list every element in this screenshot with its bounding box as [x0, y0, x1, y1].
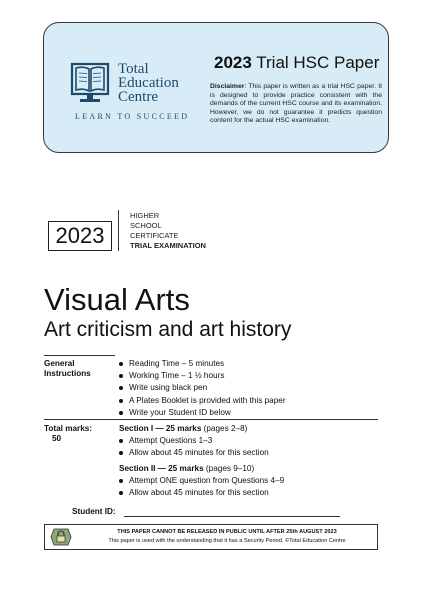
list-item: Reading Time – 5 minutes: [117, 358, 286, 370]
list-item: Write your Student ID below: [117, 407, 286, 419]
total-marks-label: Total marks:: [44, 424, 93, 433]
list-item: Working Time – 1 ½ hours: [117, 370, 286, 382]
total-marks-value: 50: [52, 434, 62, 443]
exam-year-box: 2023: [48, 221, 112, 251]
student-id-label: Student ID:: [72, 507, 116, 516]
section-2-list: [117, 475, 284, 499]
section-rule: [44, 419, 378, 420]
list-item: A Plates Booklet is provided with this paper: [117, 395, 286, 407]
list-item: Allow about 45 minutes for this section: [117, 447, 269, 459]
disclaimer-label: Disclaimer: [210, 83, 245, 90]
logo-text-line: Total: [118, 61, 149, 77]
security-footer: [44, 524, 378, 550]
certificate-line: CERTIFICATE: [130, 231, 179, 240]
certificate-divider: [118, 210, 119, 251]
subject-subtitle: Art criticism and art history: [44, 318, 292, 341]
paper-year: 2023: [214, 53, 252, 72]
security-lock-icon: [50, 527, 72, 547]
logo-tagline: LEARN TO SUCCEED: [75, 112, 190, 121]
list-item: Allow about 45 minutes for this section: [117, 487, 284, 499]
general-instructions-label: General Instructions: [44, 359, 91, 378]
general-instructions-list: [117, 358, 286, 419]
section-2-heading: Section II — 25 marks (pages 9–10): [119, 464, 255, 473]
book-monitor-logo-icon: [70, 58, 110, 106]
student-id-field[interactable]: [124, 516, 340, 517]
footer-release-notice: THIS PAPER CANNOT BE RELEASED IN PUBLIC UNTIL AFTER 25th AUGUST 2023: [117, 529, 337, 535]
certificate-line: TRIAL EXAMINATION: [130, 241, 206, 250]
footer-security-notice: This paper is used with the understanding that it has a Security Period. ©Total Education Centre: [108, 538, 346, 544]
list-item: Attempt Questions 1–3: [117, 435, 269, 447]
subject-title: Visual Arts: [44, 282, 190, 317]
logo-text-line: Centre: [118, 89, 158, 105]
logo-text-line: Education: [118, 75, 179, 91]
certificate-line: SCHOOL: [130, 221, 162, 230]
section-1-heading: Section I — 25 marks (pages 2–8): [119, 424, 248, 433]
section-rule: [44, 355, 115, 356]
paper-title: [214, 53, 379, 73]
certificate-line: HIGHER: [130, 211, 160, 220]
list-item: Write using black pen: [117, 382, 286, 394]
disclaimer: [210, 83, 382, 126]
section-1-list: [117, 435, 269, 459]
paper-title-text: Trial HSC Paper: [256, 53, 380, 72]
disclaimer-text: : This paper is written as a trial HSC paper. It is designed to provide practice consistent with the demands of the current HSC course and its examination. However, we do not guarantee it predicts question content for the actual HSC examination.: [210, 83, 382, 125]
list-item: Attempt ONE question from Questions 4–9: [117, 475, 284, 487]
